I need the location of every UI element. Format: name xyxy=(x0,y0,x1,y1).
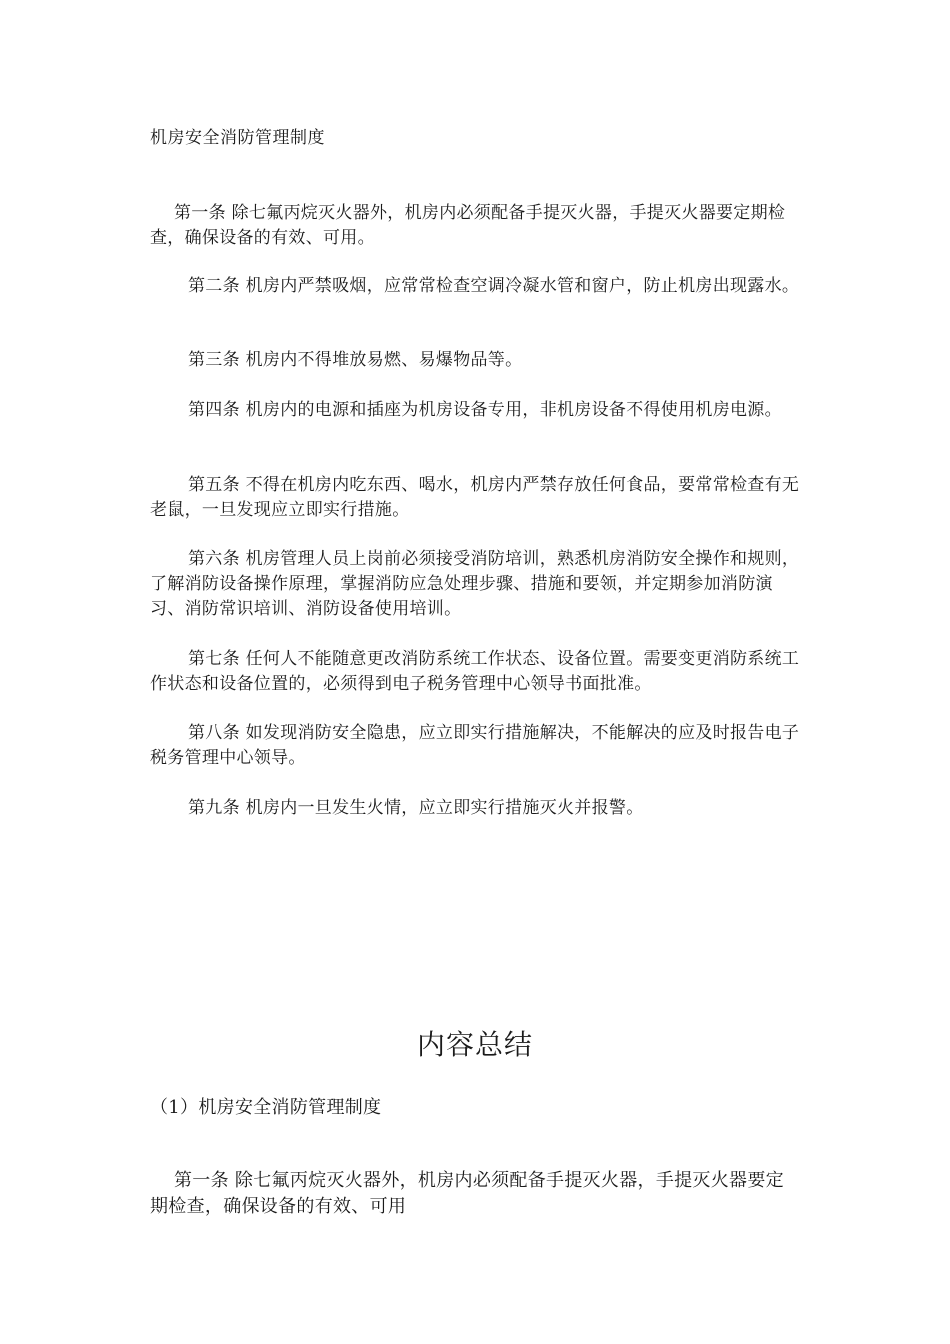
article-5: 第五条 不得在机房内吃东西、喝水，机房内严禁存放任何食品，要常常检查有无老鼠，一旦发现应立即实行措施。 xyxy=(150,475,800,520)
summary-item: （1）机房安全消防管理制度 xyxy=(150,1097,382,1118)
article-7: 第七条 任何人不能随意更改消防系统工作状态、设备位置。需要变更消防系统工作状态和设备位置的，必须得到电子税务管理中心领导书面批准。 xyxy=(150,649,800,694)
summary-heading: 内容总结 xyxy=(416,1028,533,1061)
article-3: 第三条 机房内不得堆放易燃、易爆物品等。 xyxy=(188,350,523,370)
article-6: 第六条 机房管理人员上岗前必须接受消防培训，熟悉机房消防安全操作和规则，了解消防设备操作原理，掌握消防应急处理步骤、措施和要领，并定期参加消防演习、消防常识培训、消防设备使用培训。 xyxy=(150,549,800,619)
document-title: 机房安全消防管理制度 xyxy=(150,128,325,148)
article-2: 第二条 机房内严禁吸烟，应常常检查空调冷凝水管和窗户，防止机房出现露水。 xyxy=(188,276,800,296)
summary-article: 第一条 除七氟丙烷灭火器外，机房内必须配备手提灭火器，手提灭火器要定期检查，确保设备的有效、可用 xyxy=(150,1170,784,1217)
article-9: 第九条 机房内一旦发生火情，应立即实行措施灭火并报警。 xyxy=(188,798,644,818)
article-4: 第四条 机房内的电源和插座为机房设备专用，非机房设备不得使用机房电源。 xyxy=(188,400,782,420)
article-1: 第一条 除七氟丙烷灭火器外，机房内必须配备手提灭火器，手提灭火器要定期检查，确保设备的有效、可用。 xyxy=(150,203,786,248)
article-8: 第八条 如发现消防安全隐患，应立即实行措施解决，不能解决的应及时报告电子税务管理中心领导。 xyxy=(150,723,800,768)
